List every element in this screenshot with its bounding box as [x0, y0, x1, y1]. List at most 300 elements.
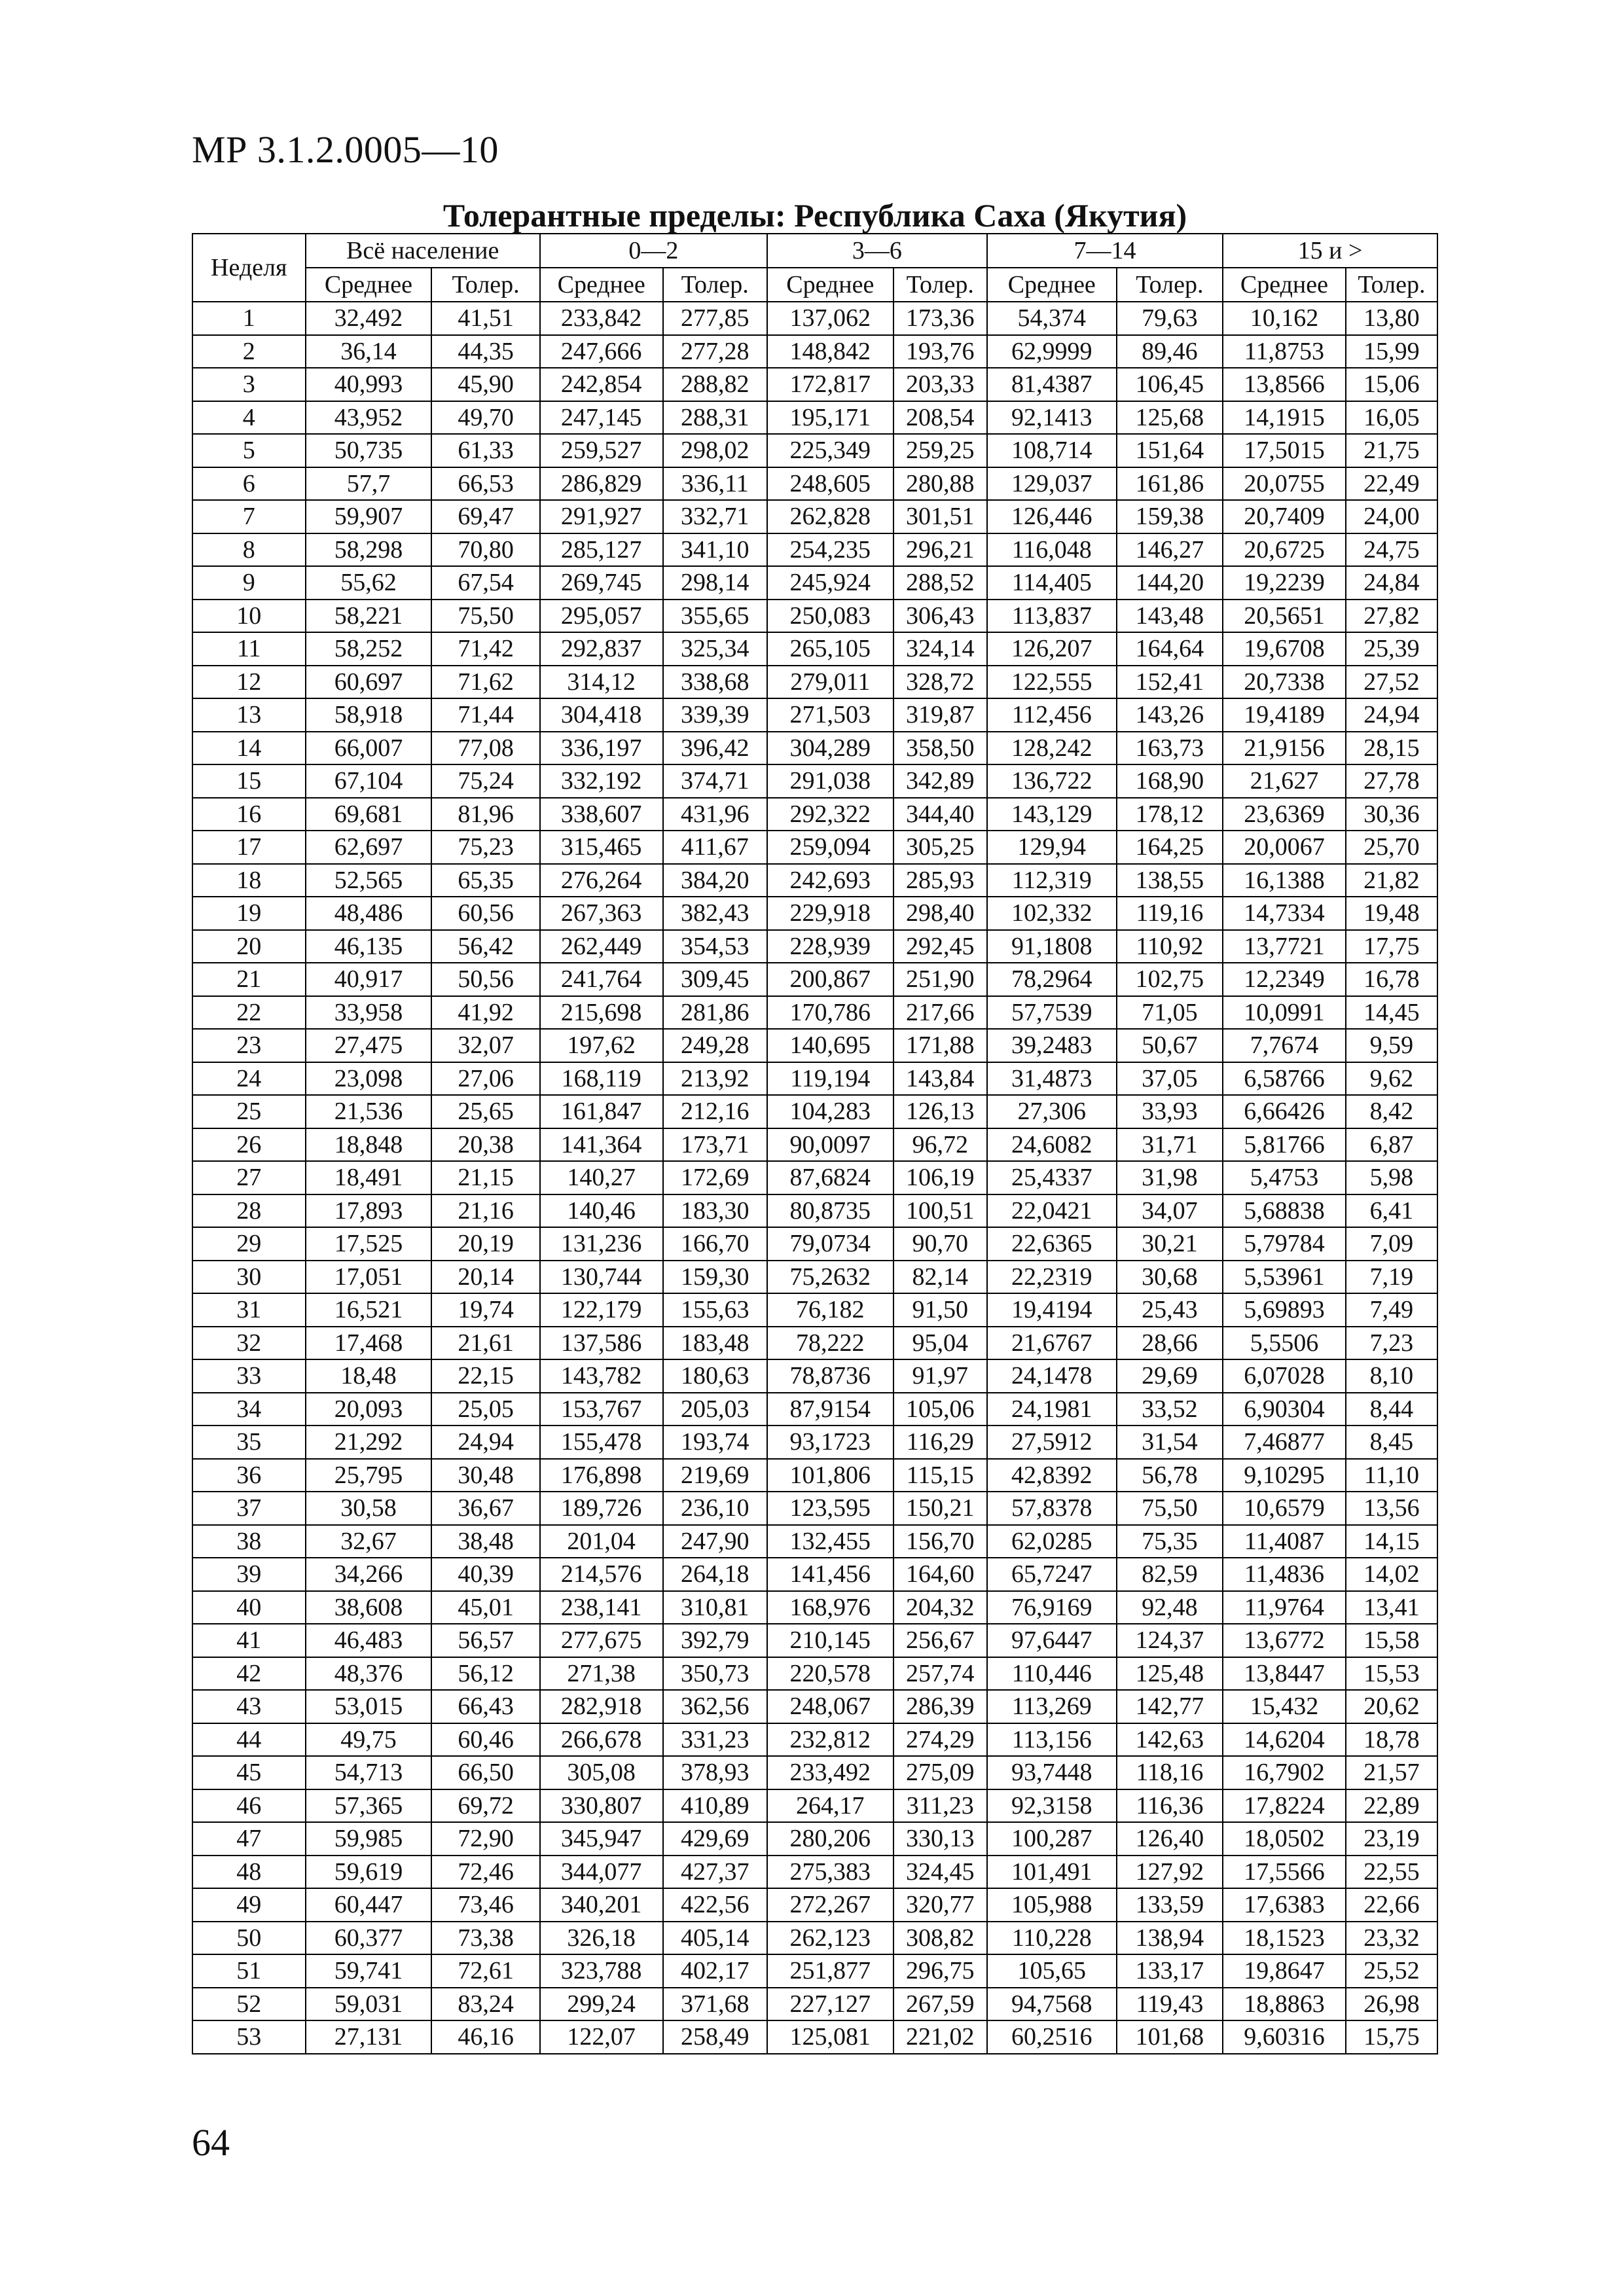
- table-row: [192, 1261, 1437, 1294]
- table-row: [192, 1161, 1437, 1194]
- table-row: [192, 600, 1437, 633]
- value-cell: 106,45: [1117, 368, 1223, 401]
- value-cell: 30,21: [1117, 1227, 1223, 1261]
- value-cell: 105,988: [987, 1888, 1117, 1922]
- value-cell: 170,786: [767, 996, 893, 1030]
- value-cell: 326,18: [540, 1922, 663, 1955]
- value-cell: 12,2349: [1223, 963, 1346, 996]
- value-cell: 140,27: [540, 1161, 663, 1194]
- group-header-3-6: 3—6: [767, 234, 987, 268]
- table-title: Толерантные пределы: Республика Саха (Якутия): [442, 197, 1187, 234]
- value-cell: 43,952: [306, 401, 432, 435]
- value-cell: 97,6447: [987, 1624, 1117, 1657]
- week-cell: 20: [192, 930, 306, 963]
- value-cell: 118,16: [1117, 1756, 1223, 1789]
- value-cell: 18,78: [1346, 1723, 1437, 1757]
- week-cell: 41: [192, 1624, 306, 1657]
- value-cell: 30,68: [1117, 1261, 1223, 1294]
- table-row: [192, 2020, 1437, 2054]
- value-cell: 34,266: [306, 1558, 432, 1591]
- value-cell: 5,79784: [1223, 1227, 1346, 1261]
- value-cell: 30,36: [1346, 798, 1437, 831]
- value-cell: 25,4337: [987, 1161, 1117, 1194]
- value-cell: 310,81: [663, 1591, 767, 1624]
- value-cell: 13,41: [1346, 1591, 1437, 1624]
- value-cell: 42,8392: [987, 1459, 1117, 1492]
- value-cell: 73,38: [431, 1922, 539, 1955]
- value-cell: 5,69893: [1223, 1293, 1346, 1327]
- value-cell: 104,283: [767, 1095, 893, 1128]
- value-cell: 280,88: [893, 467, 987, 501]
- value-cell: 16,78: [1346, 963, 1437, 996]
- value-cell: 119,194: [767, 1062, 893, 1096]
- week-cell: 37: [192, 1492, 306, 1525]
- value-cell: 138,94: [1117, 1922, 1223, 1955]
- table-row: [192, 897, 1437, 930]
- value-cell: 32,07: [431, 1029, 539, 1062]
- value-cell: 336,11: [663, 467, 767, 501]
- value-cell: 27,06: [431, 1062, 539, 1096]
- value-cell: 17,468: [306, 1327, 432, 1360]
- table-row: [192, 1492, 1437, 1525]
- week-cell: 10: [192, 600, 306, 633]
- value-cell: 197,62: [540, 1029, 663, 1062]
- week-cell: 17: [192, 831, 306, 864]
- value-cell: 242,693: [767, 864, 893, 897]
- value-cell: 7,23: [1346, 1327, 1437, 1360]
- value-cell: 83,24: [431, 1988, 539, 2021]
- table-row: [192, 1558, 1437, 1591]
- value-cell: 112,456: [987, 698, 1117, 732]
- value-cell: 125,48: [1117, 1657, 1223, 1691]
- value-cell: 55,62: [306, 566, 432, 600]
- value-cell: 11,4836: [1223, 1558, 1346, 1591]
- week-cell: 44: [192, 1723, 306, 1757]
- value-cell: 203,33: [893, 368, 987, 401]
- value-cell: 176,898: [540, 1459, 663, 1492]
- value-cell: 15,432: [1223, 1690, 1346, 1723]
- value-cell: 71,44: [431, 698, 539, 732]
- value-cell: 298,14: [663, 566, 767, 600]
- week-cell: 29: [192, 1227, 306, 1261]
- value-cell: 324,14: [893, 632, 987, 666]
- week-cell: 53: [192, 2020, 306, 2054]
- value-cell: 106,19: [893, 1161, 987, 1194]
- value-cell: 57,365: [306, 1789, 432, 1823]
- value-cell: 127,92: [1117, 1856, 1223, 1889]
- tolerance-header: Толер.: [1117, 268, 1223, 302]
- value-cell: 22,66: [1346, 1888, 1437, 1922]
- week-cell: 6: [192, 467, 306, 501]
- value-cell: 173,71: [663, 1128, 767, 1162]
- value-cell: 11,4087: [1223, 1525, 1346, 1558]
- value-cell: 50,67: [1117, 1029, 1223, 1062]
- value-cell: 94,7568: [987, 1988, 1117, 2021]
- value-cell: 238,141: [540, 1591, 663, 1624]
- value-cell: 40,993: [306, 368, 432, 401]
- value-cell: 201,04: [540, 1525, 663, 1558]
- table-row: [192, 632, 1437, 666]
- value-cell: 24,6082: [987, 1128, 1117, 1162]
- value-cell: 131,236: [540, 1227, 663, 1261]
- value-cell: 38,48: [431, 1525, 539, 1558]
- value-cell: 141,364: [540, 1128, 663, 1162]
- value-cell: 164,64: [1117, 632, 1223, 666]
- value-cell: 31,98: [1117, 1161, 1223, 1194]
- value-cell: 21,536: [306, 1095, 432, 1128]
- value-cell: 5,98: [1346, 1161, 1437, 1194]
- value-cell: 15,99: [1346, 335, 1437, 368]
- value-cell: 339,39: [663, 698, 767, 732]
- value-cell: 256,67: [893, 1624, 987, 1657]
- value-cell: 308,82: [893, 1922, 987, 1955]
- value-cell: 344,077: [540, 1856, 663, 1889]
- value-cell: 229,918: [767, 897, 893, 930]
- value-cell: 324,45: [893, 1856, 987, 1889]
- value-cell: 56,78: [1117, 1459, 1223, 1492]
- week-cell: 23: [192, 1029, 306, 1062]
- value-cell: 232,812: [767, 1723, 893, 1757]
- value-cell: 292,45: [893, 930, 987, 963]
- value-cell: 280,206: [767, 1822, 893, 1856]
- value-cell: 39,2483: [987, 1029, 1117, 1062]
- value-cell: 208,54: [893, 401, 987, 435]
- value-cell: 126,207: [987, 632, 1117, 666]
- value-cell: 311,23: [893, 1789, 987, 1823]
- table-row: [192, 831, 1437, 864]
- value-cell: 332,71: [663, 500, 767, 533]
- value-cell: 90,0097: [767, 1128, 893, 1162]
- value-cell: 247,666: [540, 335, 663, 368]
- value-cell: 77,08: [431, 732, 539, 765]
- value-cell: 71,62: [431, 666, 539, 699]
- value-cell: 71,05: [1117, 996, 1223, 1030]
- value-cell: 91,1808: [987, 930, 1117, 963]
- value-cell: 57,8378: [987, 1492, 1117, 1525]
- value-cell: 295,057: [540, 600, 663, 633]
- value-cell: 200,867: [767, 963, 893, 996]
- value-cell: 319,87: [893, 698, 987, 732]
- value-cell: 18,0502: [1223, 1822, 1346, 1856]
- value-cell: 44,35: [431, 335, 539, 368]
- value-cell: 133,59: [1117, 1888, 1223, 1922]
- value-cell: 17,75: [1346, 930, 1437, 963]
- value-cell: 168,90: [1117, 764, 1223, 798]
- table-row: [192, 1922, 1437, 1955]
- value-cell: 89,46: [1117, 335, 1223, 368]
- table-row: [192, 798, 1437, 831]
- week-cell: 26: [192, 1128, 306, 1162]
- value-cell: 14,45: [1346, 996, 1437, 1030]
- value-cell: 24,00: [1346, 500, 1437, 533]
- mean-header: Среднее: [540, 268, 663, 302]
- value-cell: 132,455: [767, 1525, 893, 1558]
- value-cell: 212,16: [663, 1095, 767, 1128]
- value-cell: 271,503: [767, 698, 893, 732]
- value-cell: 57,7: [306, 467, 432, 501]
- value-cell: 82,14: [893, 1261, 987, 1294]
- value-cell: 298,02: [663, 434, 767, 467]
- value-cell: 429,69: [663, 1822, 767, 1856]
- value-cell: 275,09: [893, 1756, 987, 1789]
- value-cell: 172,817: [767, 368, 893, 401]
- value-cell: 264,17: [767, 1789, 893, 1823]
- week-cell: 2: [192, 335, 306, 368]
- value-cell: 45,90: [431, 368, 539, 401]
- value-cell: 323,788: [540, 1954, 663, 1988]
- value-cell: 164,25: [1117, 831, 1223, 864]
- value-cell: 129,94: [987, 831, 1117, 864]
- week-cell: 8: [192, 533, 306, 567]
- value-cell: 248,605: [767, 467, 893, 501]
- value-cell: 193,74: [663, 1426, 767, 1459]
- value-cell: 23,098: [306, 1062, 432, 1096]
- value-cell: 101,68: [1117, 2020, 1223, 2054]
- value-cell: 9,60316: [1223, 2020, 1346, 2054]
- value-cell: 142,77: [1117, 1690, 1223, 1723]
- value-cell: 110,92: [1117, 930, 1223, 963]
- value-cell: 40,39: [431, 1558, 539, 1591]
- value-cell: 24,75: [1346, 533, 1437, 567]
- value-cell: 146,27: [1117, 533, 1223, 567]
- value-cell: 72,90: [431, 1822, 539, 1856]
- value-cell: 17,5566: [1223, 1856, 1346, 1889]
- value-cell: 405,14: [663, 1922, 767, 1955]
- value-cell: 378,93: [663, 1756, 767, 1789]
- value-cell: 115,15: [893, 1459, 987, 1492]
- value-cell: 21,57: [1346, 1756, 1437, 1789]
- value-cell: 25,795: [306, 1459, 432, 1492]
- value-cell: 264,18: [663, 1558, 767, 1591]
- value-cell: 286,39: [893, 1690, 987, 1723]
- value-cell: 30,48: [431, 1459, 539, 1492]
- value-cell: 7,19: [1346, 1261, 1437, 1294]
- value-cell: 91,97: [893, 1359, 987, 1393]
- value-cell: 113,156: [987, 1723, 1117, 1757]
- value-cell: 112,319: [987, 864, 1117, 897]
- value-cell: 96,72: [893, 1128, 987, 1162]
- value-cell: 20,38: [431, 1128, 539, 1162]
- value-cell: 277,85: [663, 302, 767, 335]
- mean-header: Среднее: [987, 268, 1117, 302]
- value-cell: 133,17: [1117, 1954, 1223, 1988]
- value-cell: 80,8735: [767, 1194, 893, 1228]
- value-cell: 73,46: [431, 1888, 539, 1922]
- week-cell: 21: [192, 963, 306, 996]
- week-cell: 1: [192, 302, 306, 335]
- value-cell: 304,418: [540, 698, 663, 732]
- value-cell: 22,15: [431, 1359, 539, 1393]
- value-cell: 31,71: [1117, 1128, 1223, 1162]
- week-cell: 13: [192, 698, 306, 732]
- value-cell: 6,41: [1346, 1194, 1437, 1228]
- value-cell: 292,322: [767, 798, 893, 831]
- value-cell: 233,842: [540, 302, 663, 335]
- table-row: [192, 996, 1437, 1030]
- value-cell: 25,05: [431, 1393, 539, 1426]
- value-cell: 166,70: [663, 1227, 767, 1261]
- value-cell: 20,6725: [1223, 533, 1346, 567]
- week-cell: 9: [192, 566, 306, 600]
- value-cell: 144,20: [1117, 566, 1223, 600]
- value-cell: 102,75: [1117, 963, 1223, 996]
- value-cell: 180,63: [663, 1359, 767, 1393]
- value-cell: 62,0285: [987, 1525, 1117, 1558]
- value-cell: 411,67: [663, 831, 767, 864]
- page-number: 64: [192, 2121, 230, 2164]
- value-cell: 23,32: [1346, 1922, 1437, 1955]
- tolerance-header: Толер.: [893, 268, 987, 302]
- tolerance-header: Толер.: [431, 268, 539, 302]
- value-cell: 259,25: [893, 434, 987, 467]
- value-cell: 31,4873: [987, 1062, 1117, 1096]
- value-cell: 54,713: [306, 1756, 432, 1789]
- week-cell: 40: [192, 1591, 306, 1624]
- value-cell: 59,619: [306, 1856, 432, 1889]
- table-row: [192, 1591, 1437, 1624]
- value-cell: 105,06: [893, 1393, 987, 1426]
- week-cell: 30: [192, 1261, 306, 1294]
- value-cell: 60,377: [306, 1922, 432, 1955]
- table-row: [192, 1095, 1437, 1128]
- value-cell: 242,854: [540, 368, 663, 401]
- value-cell: 29,69: [1117, 1359, 1223, 1393]
- table-row: [192, 1789, 1437, 1823]
- value-cell: 46,483: [306, 1624, 432, 1657]
- value-cell: 141,456: [767, 1558, 893, 1591]
- value-cell: 168,976: [767, 1591, 893, 1624]
- value-cell: 296,75: [893, 1954, 987, 1988]
- value-cell: 245,924: [767, 566, 893, 600]
- value-cell: 178,12: [1117, 798, 1223, 831]
- value-cell: 25,43: [1117, 1293, 1223, 1327]
- week-cell: 12: [192, 666, 306, 699]
- value-cell: 355,65: [663, 600, 767, 633]
- week-cell: 32: [192, 1327, 306, 1360]
- value-cell: 281,86: [663, 996, 767, 1030]
- value-cell: 137,586: [540, 1327, 663, 1360]
- value-cell: 60,56: [431, 897, 539, 930]
- week-cell: 51: [192, 1954, 306, 1988]
- value-cell: 58,298: [306, 533, 432, 567]
- value-cell: 9,10295: [1223, 1459, 1346, 1492]
- value-cell: 92,3158: [987, 1789, 1117, 1823]
- value-cell: 8,42: [1346, 1095, 1437, 1128]
- table-row: [192, 1459, 1437, 1492]
- table-body: [192, 302, 1437, 2054]
- value-cell: 20,7338: [1223, 666, 1346, 699]
- value-cell: 251,90: [893, 963, 987, 996]
- value-cell: 17,051: [306, 1261, 432, 1294]
- value-cell: 292,837: [540, 632, 663, 666]
- value-cell: 22,2319: [987, 1261, 1117, 1294]
- value-cell: 13,8447: [1223, 1657, 1346, 1691]
- value-cell: 219,69: [663, 1459, 767, 1492]
- value-cell: 66,007: [306, 732, 432, 765]
- value-cell: 25,39: [1346, 632, 1437, 666]
- value-cell: 19,2239: [1223, 566, 1346, 600]
- value-cell: 257,74: [893, 1657, 987, 1691]
- value-cell: 66,43: [431, 1690, 539, 1723]
- week-header: Неделя: [192, 234, 306, 302]
- value-cell: 21,61: [431, 1327, 539, 1360]
- value-cell: 164,60: [893, 1558, 987, 1591]
- week-cell: 45: [192, 1756, 306, 1789]
- value-cell: 8,44: [1346, 1393, 1437, 1426]
- value-cell: 140,695: [767, 1029, 893, 1062]
- value-cell: 46,135: [306, 930, 432, 963]
- table-row: [192, 1822, 1437, 1856]
- value-cell: 5,4753: [1223, 1161, 1346, 1194]
- value-cell: 87,9154: [767, 1393, 893, 1426]
- value-cell: 354,53: [663, 930, 767, 963]
- value-cell: 14,02: [1346, 1558, 1437, 1591]
- value-cell: 126,446: [987, 500, 1117, 533]
- value-cell: 6,58766: [1223, 1062, 1346, 1096]
- value-cell: 105,65: [987, 1954, 1117, 1988]
- value-cell: 340,201: [540, 1888, 663, 1922]
- value-cell: 24,94: [431, 1426, 539, 1459]
- value-cell: 291,038: [767, 764, 893, 798]
- value-cell: 90,70: [893, 1227, 987, 1261]
- value-cell: 276,264: [540, 864, 663, 897]
- value-cell: 336,197: [540, 732, 663, 765]
- value-cell: 213,92: [663, 1062, 767, 1096]
- value-cell: 277,675: [540, 1624, 663, 1657]
- value-cell: 5,81766: [1223, 1128, 1346, 1162]
- value-cell: 217,66: [893, 996, 987, 1030]
- value-cell: 291,927: [540, 500, 663, 533]
- value-cell: 282,918: [540, 1690, 663, 1723]
- value-cell: 13,6772: [1223, 1624, 1346, 1657]
- value-cell: 18,1523: [1223, 1922, 1346, 1955]
- value-cell: 20,5651: [1223, 600, 1346, 633]
- value-cell: 262,123: [767, 1922, 893, 1955]
- week-cell: 36: [192, 1459, 306, 1492]
- group-header-all: Всё население: [306, 234, 540, 268]
- value-cell: 21,15: [431, 1161, 539, 1194]
- table-row: [192, 467, 1437, 501]
- value-cell: 62,9999: [987, 335, 1117, 368]
- value-cell: 19,4194: [987, 1293, 1117, 1327]
- value-cell: 150,21: [893, 1492, 987, 1525]
- week-cell: 3: [192, 368, 306, 401]
- value-cell: 10,0991: [1223, 996, 1346, 1030]
- value-cell: 204,32: [893, 1591, 987, 1624]
- value-cell: 8,45: [1346, 1426, 1437, 1459]
- value-cell: 143,26: [1117, 698, 1223, 732]
- mean-header: Среднее: [767, 268, 893, 302]
- week-cell: 16: [192, 798, 306, 831]
- value-cell: 315,465: [540, 831, 663, 864]
- value-cell: 17,8224: [1223, 1789, 1346, 1823]
- value-cell: 19,6708: [1223, 632, 1346, 666]
- group-header-0-2: 0—2: [540, 234, 767, 268]
- value-cell: 338,607: [540, 798, 663, 831]
- value-cell: 358,50: [893, 732, 987, 765]
- value-cell: 65,7247: [987, 1558, 1117, 1591]
- week-cell: 38: [192, 1525, 306, 1558]
- week-cell: 7: [192, 500, 306, 533]
- value-cell: 342,89: [893, 764, 987, 798]
- value-cell: 82,59: [1117, 1558, 1223, 1591]
- value-cell: 78,2964: [987, 963, 1117, 996]
- value-cell: 11,10: [1346, 1459, 1437, 1492]
- week-cell: 28: [192, 1194, 306, 1228]
- value-cell: 16,05: [1346, 401, 1437, 435]
- value-cell: 143,84: [893, 1062, 987, 1096]
- table-row: [192, 1888, 1437, 1922]
